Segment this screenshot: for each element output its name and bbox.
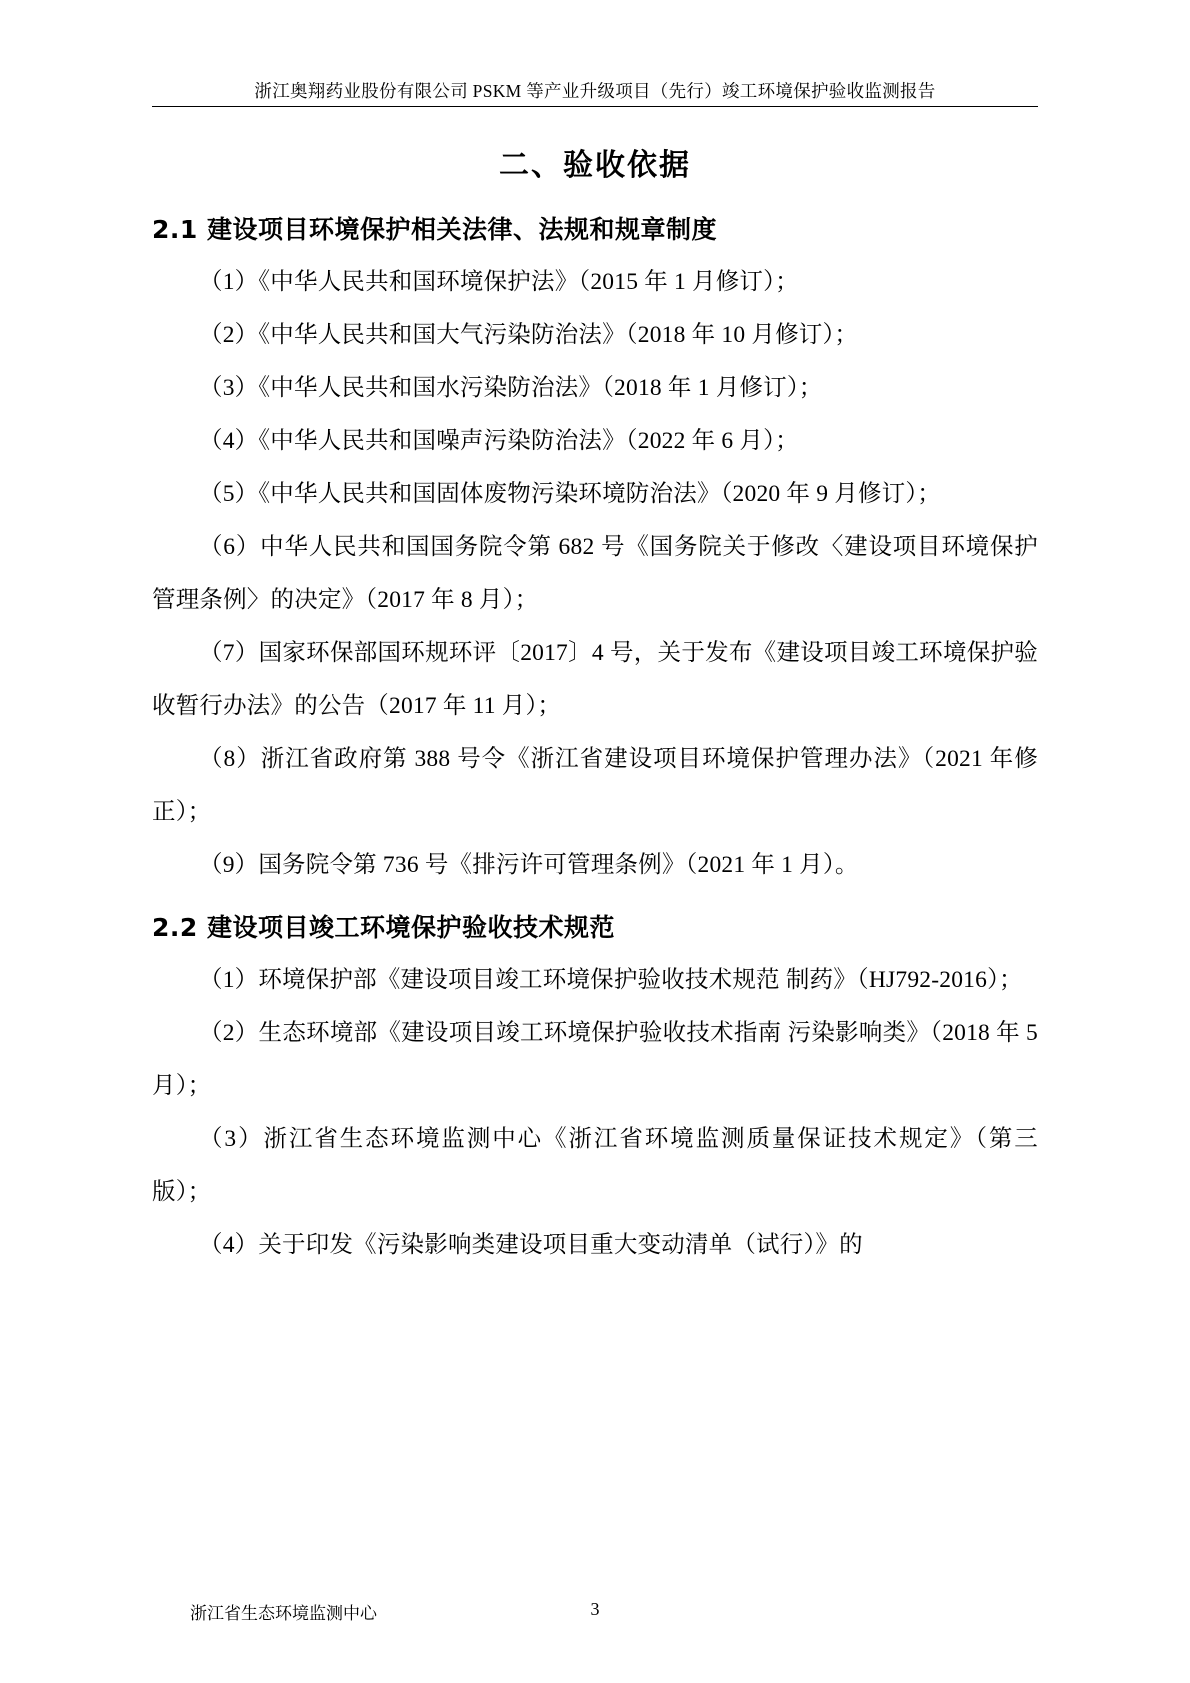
paragraph-law-9: （9）国务院令第 736 号《排污许可管理条例》（2021 年 1 月）。 — [199, 852, 859, 878]
paragraph-spec-3: （3）浙江省生态环境监测中心《浙江省环境监测质量保证技术规定》（第三版）； — [152, 1126, 1038, 1205]
section-title: 二、验收依据 — [499, 148, 691, 183]
paragraph-spec-4: （4）关于印发《污染影响类建设项目重大变动清单（试行）》的 — [199, 1232, 863, 1258]
paragraph-spec-2: （2）生态环境部《建设项目竣工环境保护验收技术指南 污染影响类》（2018 年 5 月）； — [152, 1020, 1038, 1099]
running-header: 浙江奥翔药业股份有限公司 PSKM 等产业升级项目（先行）竣工环境保护验收监测报告 — [254, 81, 936, 101]
page-footer — [152, 1599, 1038, 1627]
heading-2-1: 2.1 建设项目环境保护相关法律、法规和规章制度 — [152, 215, 717, 244]
paragraph-spec-1: （1）环境保护部《建设项目竣工环境保护验收技术规范 制药》（HJ792-2016）； — [199, 967, 1023, 993]
paragraph-law-5: （5）《中华人民共和国固体废物污染环境防治法》（2020 年 9 月修订）； — [199, 481, 941, 507]
header-divider — [152, 106, 1038, 107]
heading-2-2: 2.2 建设项目竣工环境保护验收技术规范 — [152, 913, 615, 942]
paragraph-law-4: （4）《中华人民共和国噪声污染防治法》（2022 年 6 月）； — [199, 428, 799, 454]
footer-page-number: 3 — [590, 1599, 600, 1619]
paragraph-law-8: （8）浙江省政府第 388 号令《浙江省建设项目环境保护管理办法》（2021 年修正）； — [152, 746, 1038, 825]
paragraph-law-3: （3）《中华人民共和国水污染防治法》（2018 年 1 月修订）； — [199, 375, 823, 401]
paragraph-law-7: （7）国家环保部国环规环评〔2017〕4 号，关于发布《建设项目竣工环境保护验收暂行办法》的公告（2017 年 11 月）； — [152, 640, 1038, 719]
paragraph-law-1: （1）《中华人民共和国环境保护法》（2015 年 1 月修订）； — [199, 269, 799, 295]
footer-organization: 浙江省生态环境监测中心 — [190, 1604, 377, 1623]
page-content — [152, 128, 1038, 1272]
paragraph-law-6: （6）中华人民共和国国务院令第 682 号《国务院关于修改〈建设项目环境保护管理条例〉的决定》（2017 年 8 月）； — [152, 534, 1038, 613]
paragraph-law-2: （2）《中华人民共和国大气污染防治法》（2018 年 10 月修订）； — [199, 322, 859, 348]
